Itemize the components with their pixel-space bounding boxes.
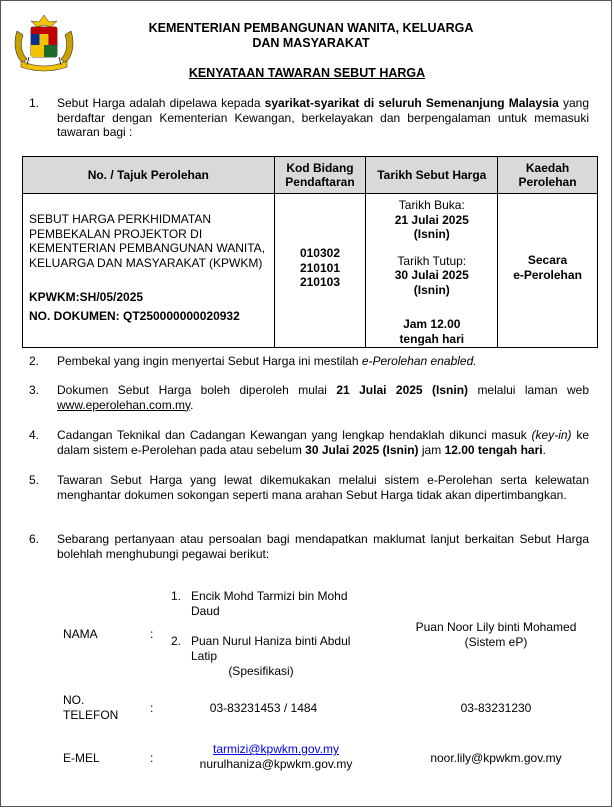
name-line: Daud	[191, 603, 220, 618]
contact-name-3	[386, 620, 606, 649]
text: melalui laman web	[468, 383, 589, 397]
name-line: Puan Nurul Haniza binti Abdul	[191, 634, 351, 648]
paragraph-6	[29, 532, 589, 561]
email-2[interactable]: nurulhaniza@kpwkm.gov.my	[199, 756, 353, 771]
text: Pembekal yang ingin menyertai Sebut Harga ini mestilah	[57, 354, 362, 368]
method-text: e-Perolehan	[513, 267, 582, 282]
eperolehan-link[interactable]: www.eperolehan.com.my	[57, 397, 191, 412]
label-telefon	[63, 693, 118, 722]
name-line: Encik Mohd Tarmizi bin Mohd	[191, 589, 348, 603]
reg-code: 010302	[299, 246, 340, 260]
ministry-header	[81, 21, 541, 51]
text: jam	[418, 442, 445, 457]
ministry-name-line2: DAN MASYARAKAT	[252, 36, 370, 50]
colon: :	[150, 751, 154, 765]
text: Dokumen Sebut Harga boleh diperoleh mulai	[57, 383, 337, 397]
close-time: Jam 12.00	[403, 317, 461, 331]
name1-number: 1.	[171, 589, 182, 603]
role-specification: (Spesifikasi)	[228, 664, 294, 678]
paragraph-number: 1.	[29, 96, 40, 110]
contact-name-2	[191, 634, 350, 663]
italic-text: (key-in)	[531, 428, 572, 442]
label-line: TELEFON	[63, 707, 119, 722]
date-cell	[366, 194, 498, 348]
paragraph-number: 4.	[29, 428, 40, 442]
italic-text: e-Perolehan enabled.	[361, 354, 477, 368]
tender-title-cell	[23, 194, 275, 348]
table-header-row	[23, 157, 598, 194]
close-date-label: Tarikh Tutup:	[397, 253, 467, 268]
paragraph-3	[29, 383, 589, 412]
close-date: 30 Julai 2025	[394, 268, 469, 282]
label-nama: NAMA	[63, 627, 98, 641]
bold-text: 12.00 tengah hari	[444, 442, 543, 457]
paragraph-1	[29, 96, 589, 140]
phone-2: 03-83231230	[460, 701, 532, 715]
text: .	[190, 397, 194, 412]
email-3[interactable]: noor.lily@kpwkm.gov.my	[430, 751, 562, 765]
paragraph-number: 6.	[29, 532, 40, 546]
header-cell: No. / Tajuk Perolehan	[23, 157, 275, 194]
bold-text: syarikat-syarikat di seluruh Semenanjung Malaysia	[264, 96, 559, 110]
text: Cadangan Teknikal dan Cadangan Kewangan yang lengkap hendaklah dikunci masuk	[57, 428, 532, 442]
role-sistem-ep: (Sistem eP)	[464, 634, 528, 649]
tender-title: SEBUT HARGA PERKHIDMATAN PEMBEKALAN PROJEKTOR DI KEMENTERIAN PEMBANGUNAN WANITA, KELUARGA DAN MASYARAKAT (KPWKM)	[29, 212, 266, 270]
bold-text: 21 Julai 2025 (Isnin)	[336, 383, 469, 397]
tender-table	[22, 156, 598, 348]
document-no: NO. DOKUMEN: QT250000000020932	[29, 308, 240, 323]
method-cell	[498, 194, 598, 348]
open-date: 21 Julai 2025	[394, 212, 469, 227]
contact-name-1	[191, 589, 348, 618]
paragraph-5	[29, 473, 589, 502]
label-line: NO.	[63, 693, 85, 707]
email-group-1	[176, 742, 376, 771]
reg-code: 210103	[299, 275, 340, 289]
text: yang berdaftar dengan Kementerian Kewangan, berkelayakan dan berpengalaman untuk memasuki tawaran bagi :	[57, 96, 590, 139]
open-day: (Isnin)	[413, 227, 450, 241]
header-cell: Kaedah Perolehan	[498, 157, 598, 194]
bold-text: 30 Julai 2025 (Isnin)	[305, 442, 419, 457]
paragraph-number: 5.	[29, 473, 40, 487]
phone-1: 03-83231453 / 1484	[209, 701, 318, 715]
text: ke dalam sistem e-Perolehan pada atau sebelum	[57, 428, 589, 457]
method-text: Secara	[527, 253, 568, 267]
email-link-1[interactable]: tarmizi@kpwkm.gov.my	[213, 742, 339, 756]
paragraph-2	[29, 354, 589, 369]
label-emel: E-MEL	[63, 751, 100, 765]
ministry-name-line1: KEMENTERIAN PEMBANGUNAN WANITA, KELUARGA	[148, 21, 474, 35]
reg-code: 210101	[299, 260, 340, 275]
close-time-suffix: tengah hari	[399, 331, 465, 346]
text: Tawaran Sebut Harga yang lewat dikemukakan melalui sistem e-Perolehan serta kelewatan menghantar dokumen sokongan seperti mana arahan Sebut Harga tidak akan dipertimbangkan.	[57, 473, 589, 502]
colon: :	[150, 627, 154, 641]
header-cell: Kod Bidang Pendaftaran	[274, 157, 366, 194]
reg-code-cell	[274, 194, 366, 348]
close-day: (Isnin)	[413, 282, 450, 297]
paragraph-number: 2.	[29, 354, 40, 368]
colon: :	[150, 701, 154, 715]
text: Sebarang pertanyaan atau persoalan bagi mendapatkan maklumat lanjut berkaitan Sebut Harga bolehlah menghubungi pegawai berikut:	[57, 532, 589, 561]
notice-title: KENYATAAN TAWARAN SEBUT HARGA	[188, 66, 426, 80]
name2-number: 2.	[171, 634, 182, 648]
name-line: Latip	[191, 648, 218, 663]
text: Sebut Harga adalah dipelawa kepada	[57, 96, 265, 110]
paragraph-4	[29, 428, 589, 457]
tender-ref-no: KPWKM:SH/05/2025	[29, 290, 144, 304]
name-line: Puan Noor Lily binti Mohamed	[415, 620, 577, 634]
table-row	[23, 194, 598, 348]
text: .	[542, 442, 546, 457]
open-date-label: Tarikh Buka:	[398, 198, 465, 212]
header-cell: Tarikh Sebut Harga	[366, 157, 498, 194]
paragraph-number: 3.	[29, 383, 40, 397]
